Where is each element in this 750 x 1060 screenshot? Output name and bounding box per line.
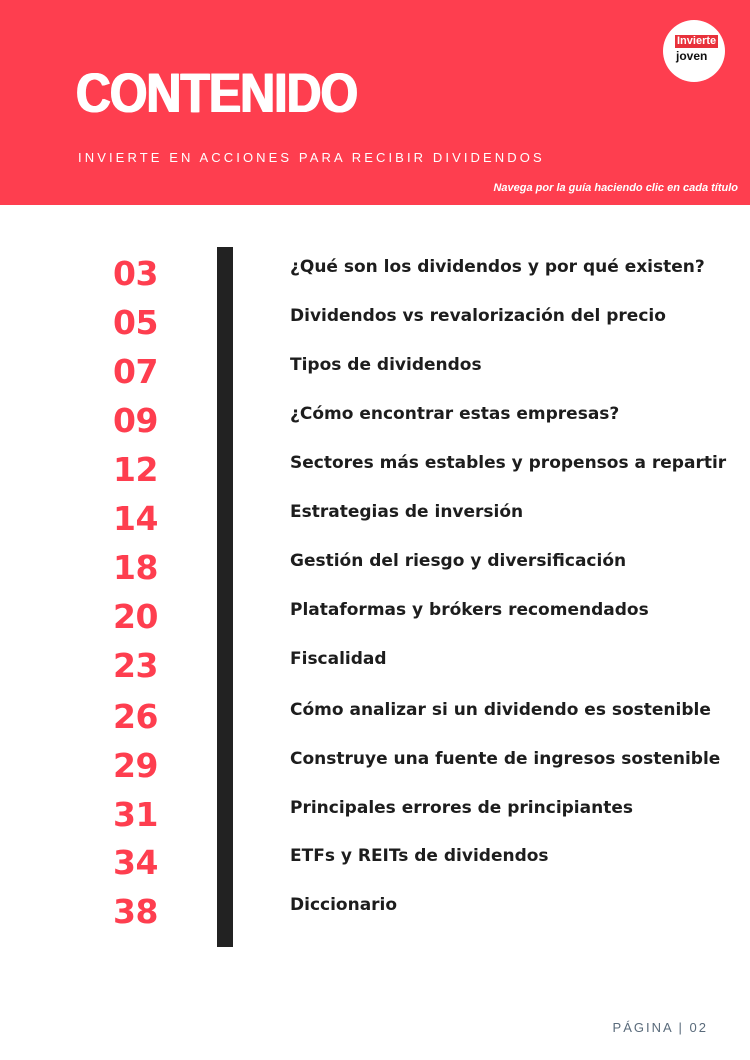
toc-title-link[interactable]: ¿Qué son los dividendos y por qué existen? xyxy=(290,257,705,277)
toc-title-link[interactable]: Dividendos vs revalorización del precio xyxy=(290,306,666,326)
toc-item[interactable] xyxy=(0,646,750,686)
toc-page-number: 03 xyxy=(113,254,158,293)
toc-item[interactable] xyxy=(0,499,750,539)
toc-title-link[interactable]: Construye una fuente de ingresos sostenible xyxy=(290,749,721,769)
toc-item[interactable] xyxy=(0,795,750,835)
toc-item[interactable] xyxy=(0,746,750,786)
toc-title-link[interactable]: Plataformas y brókers recomendados xyxy=(290,600,649,620)
toc-page-number: 14 xyxy=(113,499,158,538)
toc-title-link[interactable]: Cómo analizar si un dividendo es sostenible xyxy=(290,700,711,720)
toc-page-number: 29 xyxy=(113,746,158,785)
toc-page-number: 31 xyxy=(113,795,158,834)
toc-page-number: 34 xyxy=(113,843,158,882)
toc-title-link[interactable]: Sectores más estables y propensos a repartir xyxy=(290,453,727,473)
toc-title-link[interactable]: Gestión del riesgo y diversificación xyxy=(290,551,627,571)
toc-page-number: 09 xyxy=(113,401,158,440)
logo-text-bottom: joven xyxy=(676,49,708,63)
toc-title-link[interactable]: Principales errores de principiantes xyxy=(290,798,633,818)
toc-item[interactable] xyxy=(0,254,750,294)
logo-text-top: Invierte xyxy=(677,35,717,47)
toc-item[interactable] xyxy=(0,450,750,490)
toc-page-number: 18 xyxy=(113,548,158,587)
toc-title-link[interactable]: Fiscalidad xyxy=(290,649,387,669)
toc-item[interactable] xyxy=(0,548,750,588)
toc-item[interactable] xyxy=(0,697,750,737)
toc-page-number: 20 xyxy=(113,597,158,636)
toc-page-number: 12 xyxy=(113,450,158,489)
toc-title-link[interactable]: Tipos de dividendos xyxy=(290,355,482,375)
toc-page-number: 05 xyxy=(113,303,158,342)
toc-item[interactable] xyxy=(0,597,750,637)
toc-item[interactable] xyxy=(0,892,750,932)
page-number-footer: PÁGINA | 02 xyxy=(612,1020,708,1035)
toc-item[interactable] xyxy=(0,303,750,343)
toc-page-number: 26 xyxy=(113,697,158,736)
page-subtitle: INVIERTE EN ACCIONES PARA RECIBIR DIVIDENDOS xyxy=(78,150,545,165)
toc-item[interactable] xyxy=(0,401,750,441)
toc-page-number: 07 xyxy=(113,352,158,391)
toc-item[interactable] xyxy=(0,843,750,883)
toc-item[interactable] xyxy=(0,352,750,392)
toc-title-link[interactable]: ETFs y REITs de dividendos xyxy=(290,846,549,866)
toc-page-number: 23 xyxy=(113,646,158,685)
page-title: CONTENIDO xyxy=(76,61,358,124)
navigation-hint: Navega por la guía haciendo clic en cada título xyxy=(493,182,738,194)
toc-title-link[interactable]: Diccionario xyxy=(290,895,398,915)
toc-page-number: 38 xyxy=(113,892,158,931)
toc-title-link[interactable]: Estrategias de inversión xyxy=(290,502,524,522)
toc-title-link[interactable]: ¿Cómo encontrar estas empresas? xyxy=(290,404,620,424)
